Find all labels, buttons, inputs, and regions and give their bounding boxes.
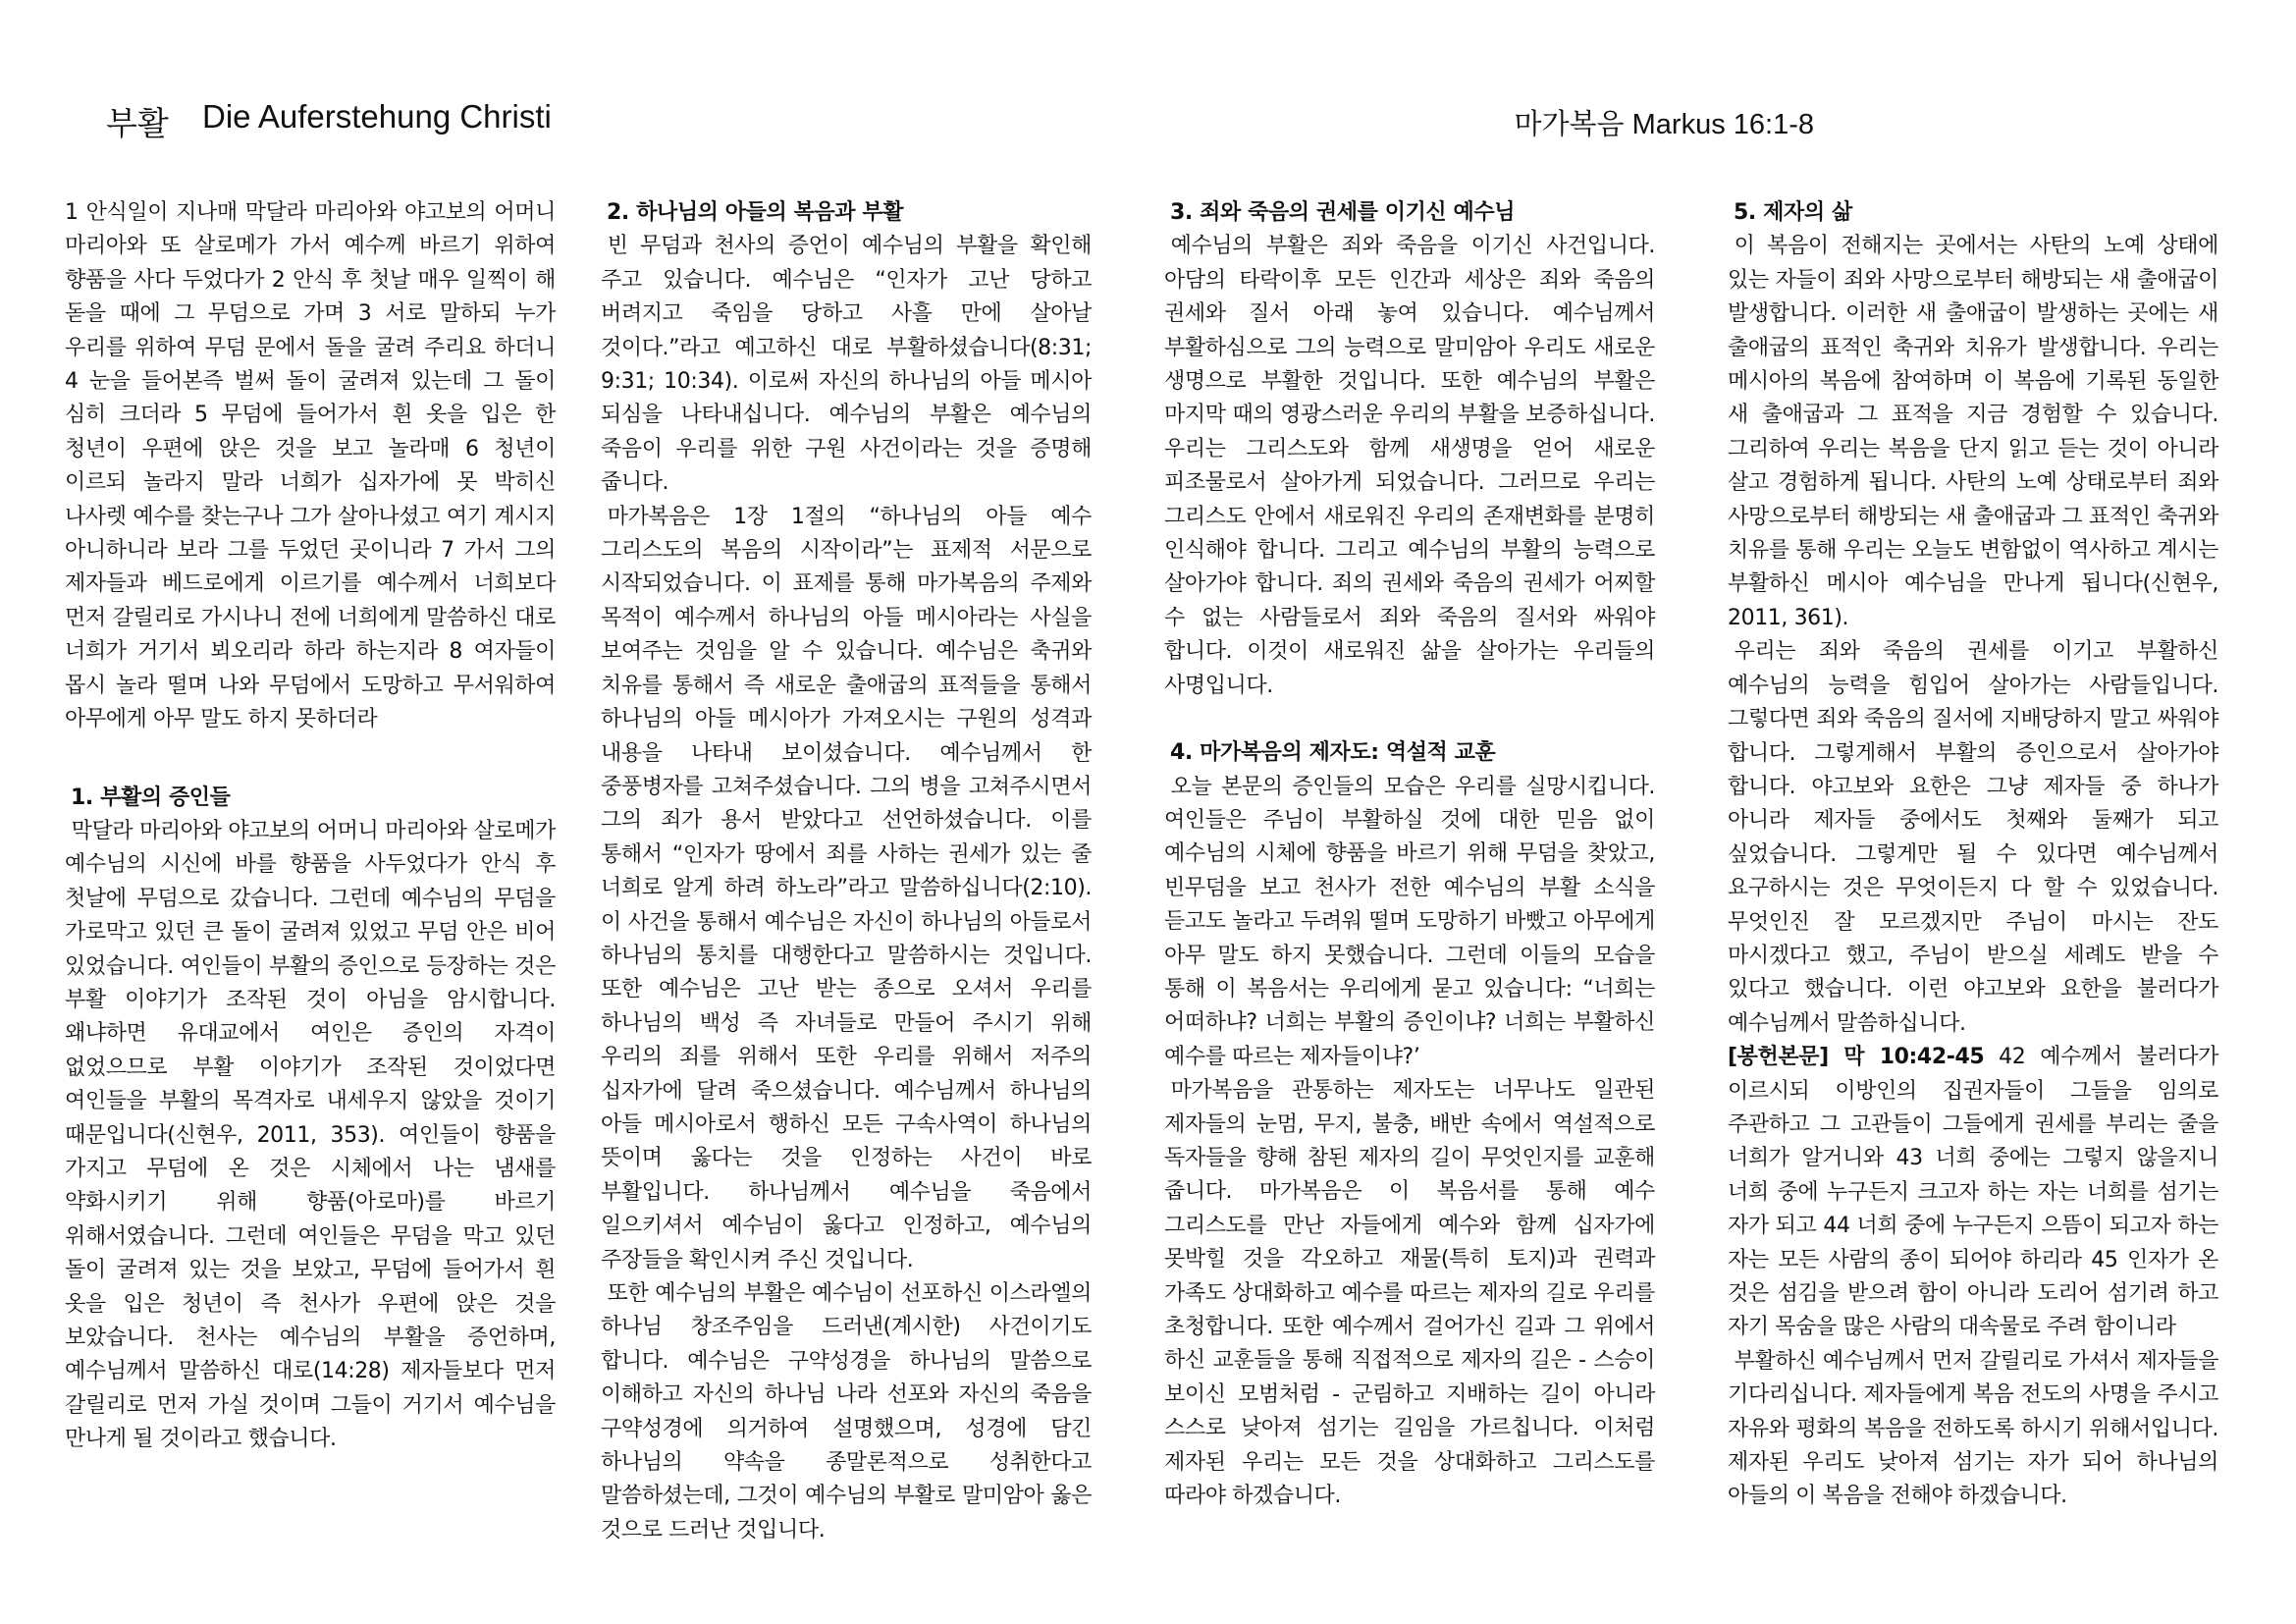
scripture-reference: 마가복음 Markus 16:1-8 [1514, 109, 1814, 140]
section-2-paragraph-2: 마가복음은 1장 1절의 “하나님의 아들 예수 그리스도의 복음의 시작이라”는 표제적 서문으로 시작되었습니다. 이 표제를 통해 마가복음의 주제와 목적이 예수께서 하나님의 아들 메시아라는 사실을 보여주는 것임을 알 수 있습니다. 예수님은 축귀와 치유를 통해서 즉 새로운 출애굽의 표적들을 통해서 하나님의 아들 메시아가 가져오시는 구원의 성격과 내용을 나타내 보이셨습니다. 예수님께서 한 중풍병자를 고쳐주셨습니다. 그의 병을 고쳐주시면서 그의 죄가 용서 받았다고 선언하셨습니다. 이를 통해서 “인자가 땅에서 죄를 사하는 권세가 있는 줄 너희로 알게 하려 하노라”라고 말씀하십니다(2:10). 이 사건을 통해서 예수님은 자신이 하나님의 아들로서 하나님의 통치를 대행한다고 말씀하시는 것입니다. 또한 예수님은 고난 받는 종으로 오셔서 우리를 하나님의 백성 즉 자녀들로 만들어 주시기 위해 우리의 죄를 위해서 또한 우리를 위해서 저주의 십자가에 달려 죽으셨습니다. 예수님께서 하나님의 아들 메시아로서 행하신 모든 구속사역이 하나님의 뜻이며 옳다는 것을 인정하는 사건이 바로 부활입니다. 하나님께서 예수님을 죽음에서 일으키셔서 예수님이 옳다고 인정하고, 예수님의 주장들을 확인시켜 주신 것입니다. [601, 504, 1092, 1272]
section-4-paragraph-2: 마가복음을 관통하는 제자도는 너무나도 일관된 제자들의 눈멈, 무지, 불충, 배반 속에서 역설적으로 독자들을 향해 참된 제자의 길이 무엇인지를 교훈해 줍니다. 마가복음은 이 복음서를 통해 예수 그리스도를 만난 자들에게 예수와 함께 십자가에 못박힐 것을 각오하고 재물(특히 토지)과 권력과 가족도 상대화하고 예수를 따르는 제자의 길로 우리를 초청합니다. 또한 예수께서 걸어가신 길과 그 위에서 하신 교훈들을 통해 직접적으로 제자의 길은 - 스승이 보이신 모범처럼 - 군림하고 지배하는 길이 아니라 스스로 낮아져 섬기는 길임을 가르칩니다. 이처럼 제자된 우리는 모든 것을 상대화하고 그리스도를 따라야 하겠습니다. [1164, 1078, 1655, 1509]
section-heading-1: 1. 부활의 증인들 [71, 785, 231, 810]
section-3-body: 예수님의 부활은 죄와 죽음을 이기신 사건입니다. 아담의 타락이후 모든 인간과 세상은 죄와 죽음의 권세와 질서 아래 놓여 있습니다. 예수님께서 부활하심으로 그의 능력으로 말미암아 우리도 새로운 생명으로 부활한 것입니다. 또한 예수님의 부활은 마지막 때의 영광스러운 우리의 부활을 보증하십니다. 우리는 그리스도와 함께 새생명을 얻어 새로운 피조물로서 살아가게 되었습니다. 그러므로 우리는 그리스도 안에서 새로워진 우리의 존재변화를 분명히 인식해야 합니다. 그리고 예수님의 부활의 능력으로 살아가야 합니다. 죄의 권세와 죽음의 권세가 어찌할 수 없는 사람들로서 죄와 죽음의 질서와 싸워야 합니다. 이것이 새로워진 삶을 살아가는 우리들의 사명입니다. [1164, 234, 1655, 698]
column-3 [1164, 196, 1655, 1513]
offering-scripture-text: 42 예수께서 불러다가 이르시되 이방인의 집권자들이 그들을 임의로 주관하고 그 고관들이 그들에게 권세를 부리는 줄을 너희가 알거니와 43 너희 중에는 그렇지 않을지니 너희 중에 누구든지 크고자 하는 자는 너희를 섬기는 자가 되고 44 너희 중에 누구든지 으뜸이 되고자 하는 자는 모든 사람의 종이 되어야 하리라 45 인자가 온 것은 섬김을 받으려 함이 아니라 도리어 섬기려 하고 자기 목숨을 많은 사람의 대속물로 주려 함이니라 [1728, 1045, 2218, 1340]
section-heading-3: 3. 죄와 죽음의 권세를 이기신 예수님 [1170, 200, 1516, 225]
column-1 [65, 196, 556, 1457]
title-korean: 부활 [106, 104, 169, 142]
title-german: Die Auferstehung Christi [202, 98, 552, 135]
section-5-paragraph-1: 이 복음이 전해지는 곳에서는 사탄의 노예 상태에 있는 자들이 죄와 사망으로부터 해방되는 새 출애굽이 발생합니다. 이러한 새 출애굽이 발생하는 곳에는 새 출애굽의 표적인 축귀와 치유가 발생합니다. 우리는 메시아의 복음에 참여하며 이 복음에 기록된 동일한 새 출애굽과 그 표적을 지금 경험할 수 있습니다. 그리하여 우리는 복음을 단지 읽고 듣는 것이 아니라 살고 경험하게 됩니다. 사탄의 노예 상태로부터 죄와 사망으로부터 해방되는 새 출애굽과 그 표적인 축귀와 치유를 통해 우리는 오늘도 변함없이 역사하고 계시는 부활하신 메시아 예수님을 만나게 됩니다(신현우, 2011, 361). [1728, 234, 2218, 630]
section-4-paragraph-1: 오늘 본문의 증인들의 모습은 우리를 실망시킵니다. 여인들은 주님이 부활하실 것에 대한 믿음 없이 예수님의 시체에 향품을 바르기 위해 무덤을 찾았고, 빈무덤을 보고 천사가 전한 예수님의 부활 소식을 듣고도 놀라고 두려워 떨며 도망하기 바빴고 아무에게 아무 말도 하지 못했습니다. 그런데 이들의 모습을 통해 이 복음서는 우리에게 묻고 있습니다: “너희는 어떠하냐? 너희는 부활의 증인이냐? 너희는 부활하신 예수를 따르는 제자들이냐?’ [1164, 774, 1655, 1069]
section-5-paragraph-2: 우리는 죄와 죽음의 권세를 이기고 부활하신 예수님의 능력을 힘입어 살아가는 사람들입니다. 그렇다면 죄와 죽음의 질서에 지배당하지 말고 싸워야 합니다. 그렇게해서 부활의 증인으로서 살아가야 합니다. 야고보와 요한은 그냥 제자들 중 하나가 아니라 제자들 중에서도 첫째와 둘째가 되고 싶었습니다. 그렇게만 될 수 있다면 예수님께서 요구하시는 것은 무엇이든지 다 할 수 있었습니다. 무엇인진 잘 모르겠지만 주님이 마시는 잔도 마시겠다고 했고, 주님이 받으실 세례도 받을 수 있다고 했습니다. 이런 야고보와 요한을 불러다가 예수님께서 말씀하십니다. [1728, 639, 2218, 1036]
column-2 [601, 196, 1092, 1547]
scripture-text: 1 안식일이 지나매 막달라 마리아와 야고보의 어머니 마리아와 또 살로메가 가서 예수께 바르기 위하여 향품을 사다 두었다가 2 안식 후 첫날 매우 일찍이 해 돋을 때에 그 무덤으로 가며 3 서로 말하되 누가 우리를 위하여 무덤 문에서 돌을 굴려 주리요 하더니 4 눈을 들어본즉 벌써 돌이 굴려져 있는데 그 돌이 심히 크더라 5 무덤에 들어가서 흰 옷을 입은 한 청년이 우편에 앉은 것을 보고 놀라매 6 청년이 이르되 놀라지 말라 너희가 십자가에 못 박히신 나사렛 예수를 찾는구나 그가 살아나셨고 여기 계시지 아니하니라 보라 그를 두었던 곳이니라 7 가서 그의 제자들과 베드로에게 이르기를 예수께서 너희보다 먼저 갈릴리로 가시나니 전에 너희에게 말씀하신 대로 너희가 거기서 뵈오리라 하라 하는지라 8 여자들이 몹시 놀라 떨며 나와 무덤에서 도망하고 무서워하여 아무에게 아무 말도 하지 못하더라 [65, 200, 556, 732]
offering-scripture [1728, 1041, 2218, 1345]
section-2-paragraph-1: 빈 무덤과 천사의 증언이 예수님의 부활을 확인해 주고 있습니다. 예수님은 “인자가 고난 당하고 버려지고 죽임을 당하고 사흘 만에 살아날 것이다.”라고 예고하신 대로 부활하셨습니다(8:31; 9:31; 10:34). 이로써 자신의 하나님의 아들 메시아 되심을 나타내십니다. 예수님의 부활은 예수님의 죽음이 우리를 위한 구원 사건이라는 것을 증명해 줍니다. [601, 234, 1092, 496]
section-heading-2: 2. 하나님의 아들의 복음과 부활 [607, 200, 904, 225]
offering-scripture-label: [봉헌본문] 막 10:42-45 [1728, 1045, 1985, 1070]
section-heading-5: 5. 제자의 삶 [1734, 200, 1852, 225]
section-2-paragraph-3: 또한 예수님의 부활은 예수님이 선포하신 이스라엘의 하나님 창조주임을 드러낸(계시한) 사건이기도 합니다. 예수님은 구약성경을 하나님의 말씀으로 이해하고 자신의 하나님 나라 선포와 자신의 죽음을 구약성경에 의거하여 설명했으며, 성경에 담긴 하나님의 약속을 종말론적으로 성취한다고 말씀하셨는데, 그것이 예수님의 부활로 말미암아 옳은 것으로 드러난 것입니다. [601, 1281, 1092, 1543]
section-5-paragraph-3: 부활하신 예수님께서 먼저 갈릴리로 가셔서 제자들을 기다리십니다. 제자들에게 복음 전도의 사명을 주시고 자유와 평화의 복음을 전하도록 하시기 위해서입니다. 제자된 우리도 낮아져 섬기는 자가 되어 하나님의 아들의 이 복음을 전해야 하겠습니다. [1728, 1348, 2218, 1509]
page-header [106, 98, 1814, 147]
section-heading-4: 4. 마가복음의 제자도: 역설적 교훈 [1170, 740, 1496, 766]
section-1-body: 막달라 마리아와 야고보의 어머니 마리아와 살로메가 예수님의 시신에 바를 향품을 사두었다가 안식 후 첫날에 무덤으로 갔습니다. 그런데 예수님의 무덤을 가로막고 있던 큰 돌이 굴려져 있었고 무덤 안은 비어 있었습니다. 여인들이 부활의 증인으로 등장하는 것은 부활 이야기가 조작된 것이 아님을 암시합니다. 왜냐하면 유대교에서 여인은 증인의 자격이 없었으므로 부활 이야기가 조작된 것이었다면 여인들을 부활의 목격자로 내세우지 않았을 것이기 때문입니다(신현우, 2011, 353). 여인들이 향품을 가지고 무덤에 온 것은 시체에서 나는 냄새를 약화시키기 위해 향품(아로마)를 바르기 위해서였습니다. 그런데 여인들은 무덤을 막고 있던 돌이 굴려져 있는 것을 보았고, 무덤에 들어가서 흰 옷을 입은 청년이 즉 천사가 우편에 앉은 것을 보았습니다. 천사는 예수님의 부활을 증언하며, 예수님께서 말씀하신 대로(14:28) 제자들보다 먼저 갈릴리로 먼저 가실 것이며 그들이 거기서 예수님을 만나게 될 것이라고 했습니다. [65, 818, 556, 1452]
column-4 [1728, 196, 2218, 1514]
